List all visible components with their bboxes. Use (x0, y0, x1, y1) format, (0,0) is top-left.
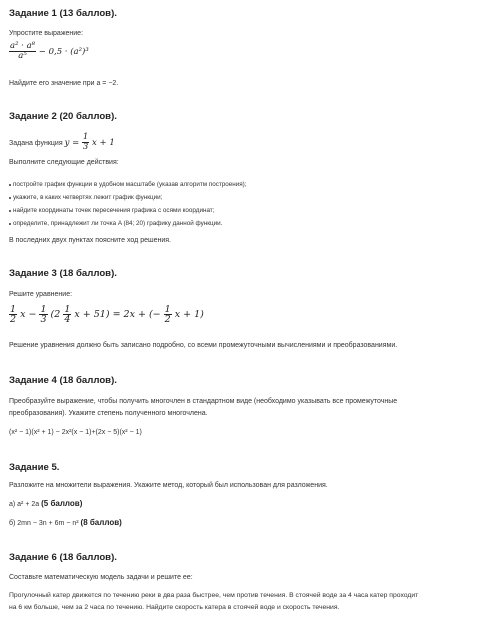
task3-fraction-4 (164, 305, 172, 324)
task3-equation-part-3: x + 51) = 2x + (− (74, 309, 161, 320)
task1-heading: Задание 1 (13 баллов). (9, 8, 117, 19)
task1-fraction-denominator: a⁵ (18, 51, 27, 61)
task5-item-a-points: (5 баллов) (41, 499, 83, 508)
task2-bullet-4: определите, принадлежит ли точка A (84; 20) графику данной функции. (13, 220, 223, 227)
task2-fraction-denominator: 3 (82, 142, 89, 152)
task2-function-line (9, 133, 115, 152)
task5-heading: Задание 5. (9, 462, 60, 473)
task3-fraction-1-denominator: 2 (10, 314, 17, 325)
task2-function-tail: x + 1 (92, 138, 115, 148)
task3-fraction-3 (63, 305, 71, 324)
task3-fraction-3-numerator: 1 (64, 304, 71, 315)
task2-fraction-numerator: 1 (82, 132, 89, 142)
task3-fraction-3-denominator: 4 (64, 314, 71, 325)
task2-note: В последних двух пунктах поясните ход решения. (9, 237, 171, 244)
task1-fraction (9, 42, 36, 61)
task2-function-lhs: y = (64, 138, 80, 148)
task6-heading: Задание 6 (18 баллов). (9, 552, 117, 563)
task3-fraction-1-numerator: 1 (10, 304, 17, 315)
task1-question: Найдите его значение при a = −2. (9, 80, 119, 87)
task3-heading: Задание 3 (18 баллов). (9, 268, 117, 279)
task1-expression-tail: − 0,5 · (a²)³ (38, 47, 89, 57)
task5-instruction: Разложите на множители выражения. Укажите метод, который был использован для разложения. (9, 482, 328, 489)
task1-fraction-numerator: a² · a⁸ (10, 41, 36, 51)
task2-given-label: Задана функция (9, 140, 63, 147)
task4-expression: (x² − 1)(x² + 1) − 2x²(x − 1)+(2x − 5)(x² − 1) (9, 429, 142, 436)
task3-equation-part-4: x + 1) (174, 309, 204, 320)
task1-instruction: Упростите выражение: (9, 30, 84, 37)
task6-problem-line-2: на 6 км больше, чем за 2 часа по течению. Найдите скорость катера в стоячей воде и скорость течения. (9, 604, 340, 611)
task3-equation-part-1: x − (20, 309, 37, 320)
task2-bullet-3: найдите координаты точек пересечения графика с осями координат; (13, 207, 215, 214)
task2-bullet-1: постройте график функции в удобном масштабе (указав алгоритм построения); (13, 181, 247, 188)
task3-equation (9, 305, 204, 324)
task5-item-b (9, 518, 122, 529)
task5-item-a-expression: а) a² + 2a (9, 501, 40, 508)
task3-equation-part-2: (2 (50, 309, 61, 320)
task3-fraction-4-numerator: 1 (164, 304, 171, 315)
task4-text-line-1: Преобразуйте выражение, чтобы получить многочлен в стандартном виде (необходимо указывать все промежуточные (9, 398, 398, 405)
task5-item-b-expression: б) 2mn − 3n + 6m − n² (9, 520, 79, 527)
task6-problem-line-1: Прогулочный катер движется по течению реки в два раза быстрее, чем против течения. В стоячей воде за 4 часа катер проходит (9, 592, 419, 599)
task4-text-line-2: преобразования). Укажите степень полученного многочлена. (9, 410, 208, 417)
task1-expression (9, 42, 89, 61)
task3-fraction-1 (9, 305, 17, 324)
task2-function-fraction (82, 133, 89, 152)
task2-function (64, 132, 115, 152)
task2-heading: Задание 2 (20 баллов). (9, 111, 117, 122)
task5-item-b-points: (8 баллов) (80, 518, 122, 527)
task3-fraction-2-denominator: 3 (40, 314, 47, 325)
task6-instruction: Составьте математическую модель задачи и решите ее: (9, 574, 193, 581)
task3-instruction: Решите уравнение: (9, 291, 73, 298)
task3-note: Решение уравнения должно быть записано подробно, со всеми промежуточными вычислениями и преобразованиями. (9, 342, 398, 349)
task3-fraction-4-denominator: 2 (164, 314, 171, 325)
task3-fraction-2 (39, 305, 47, 324)
task4-heading: Задание 4 (18 баллов). (9, 375, 117, 386)
task5-item-a (9, 499, 82, 510)
task2-actions-label: Выполните следующие действия: (9, 159, 119, 166)
task3-fraction-2-numerator: 1 (40, 304, 47, 315)
task2-bullet-2: укажите, в каких четвертях лежит график функции; (13, 194, 163, 201)
